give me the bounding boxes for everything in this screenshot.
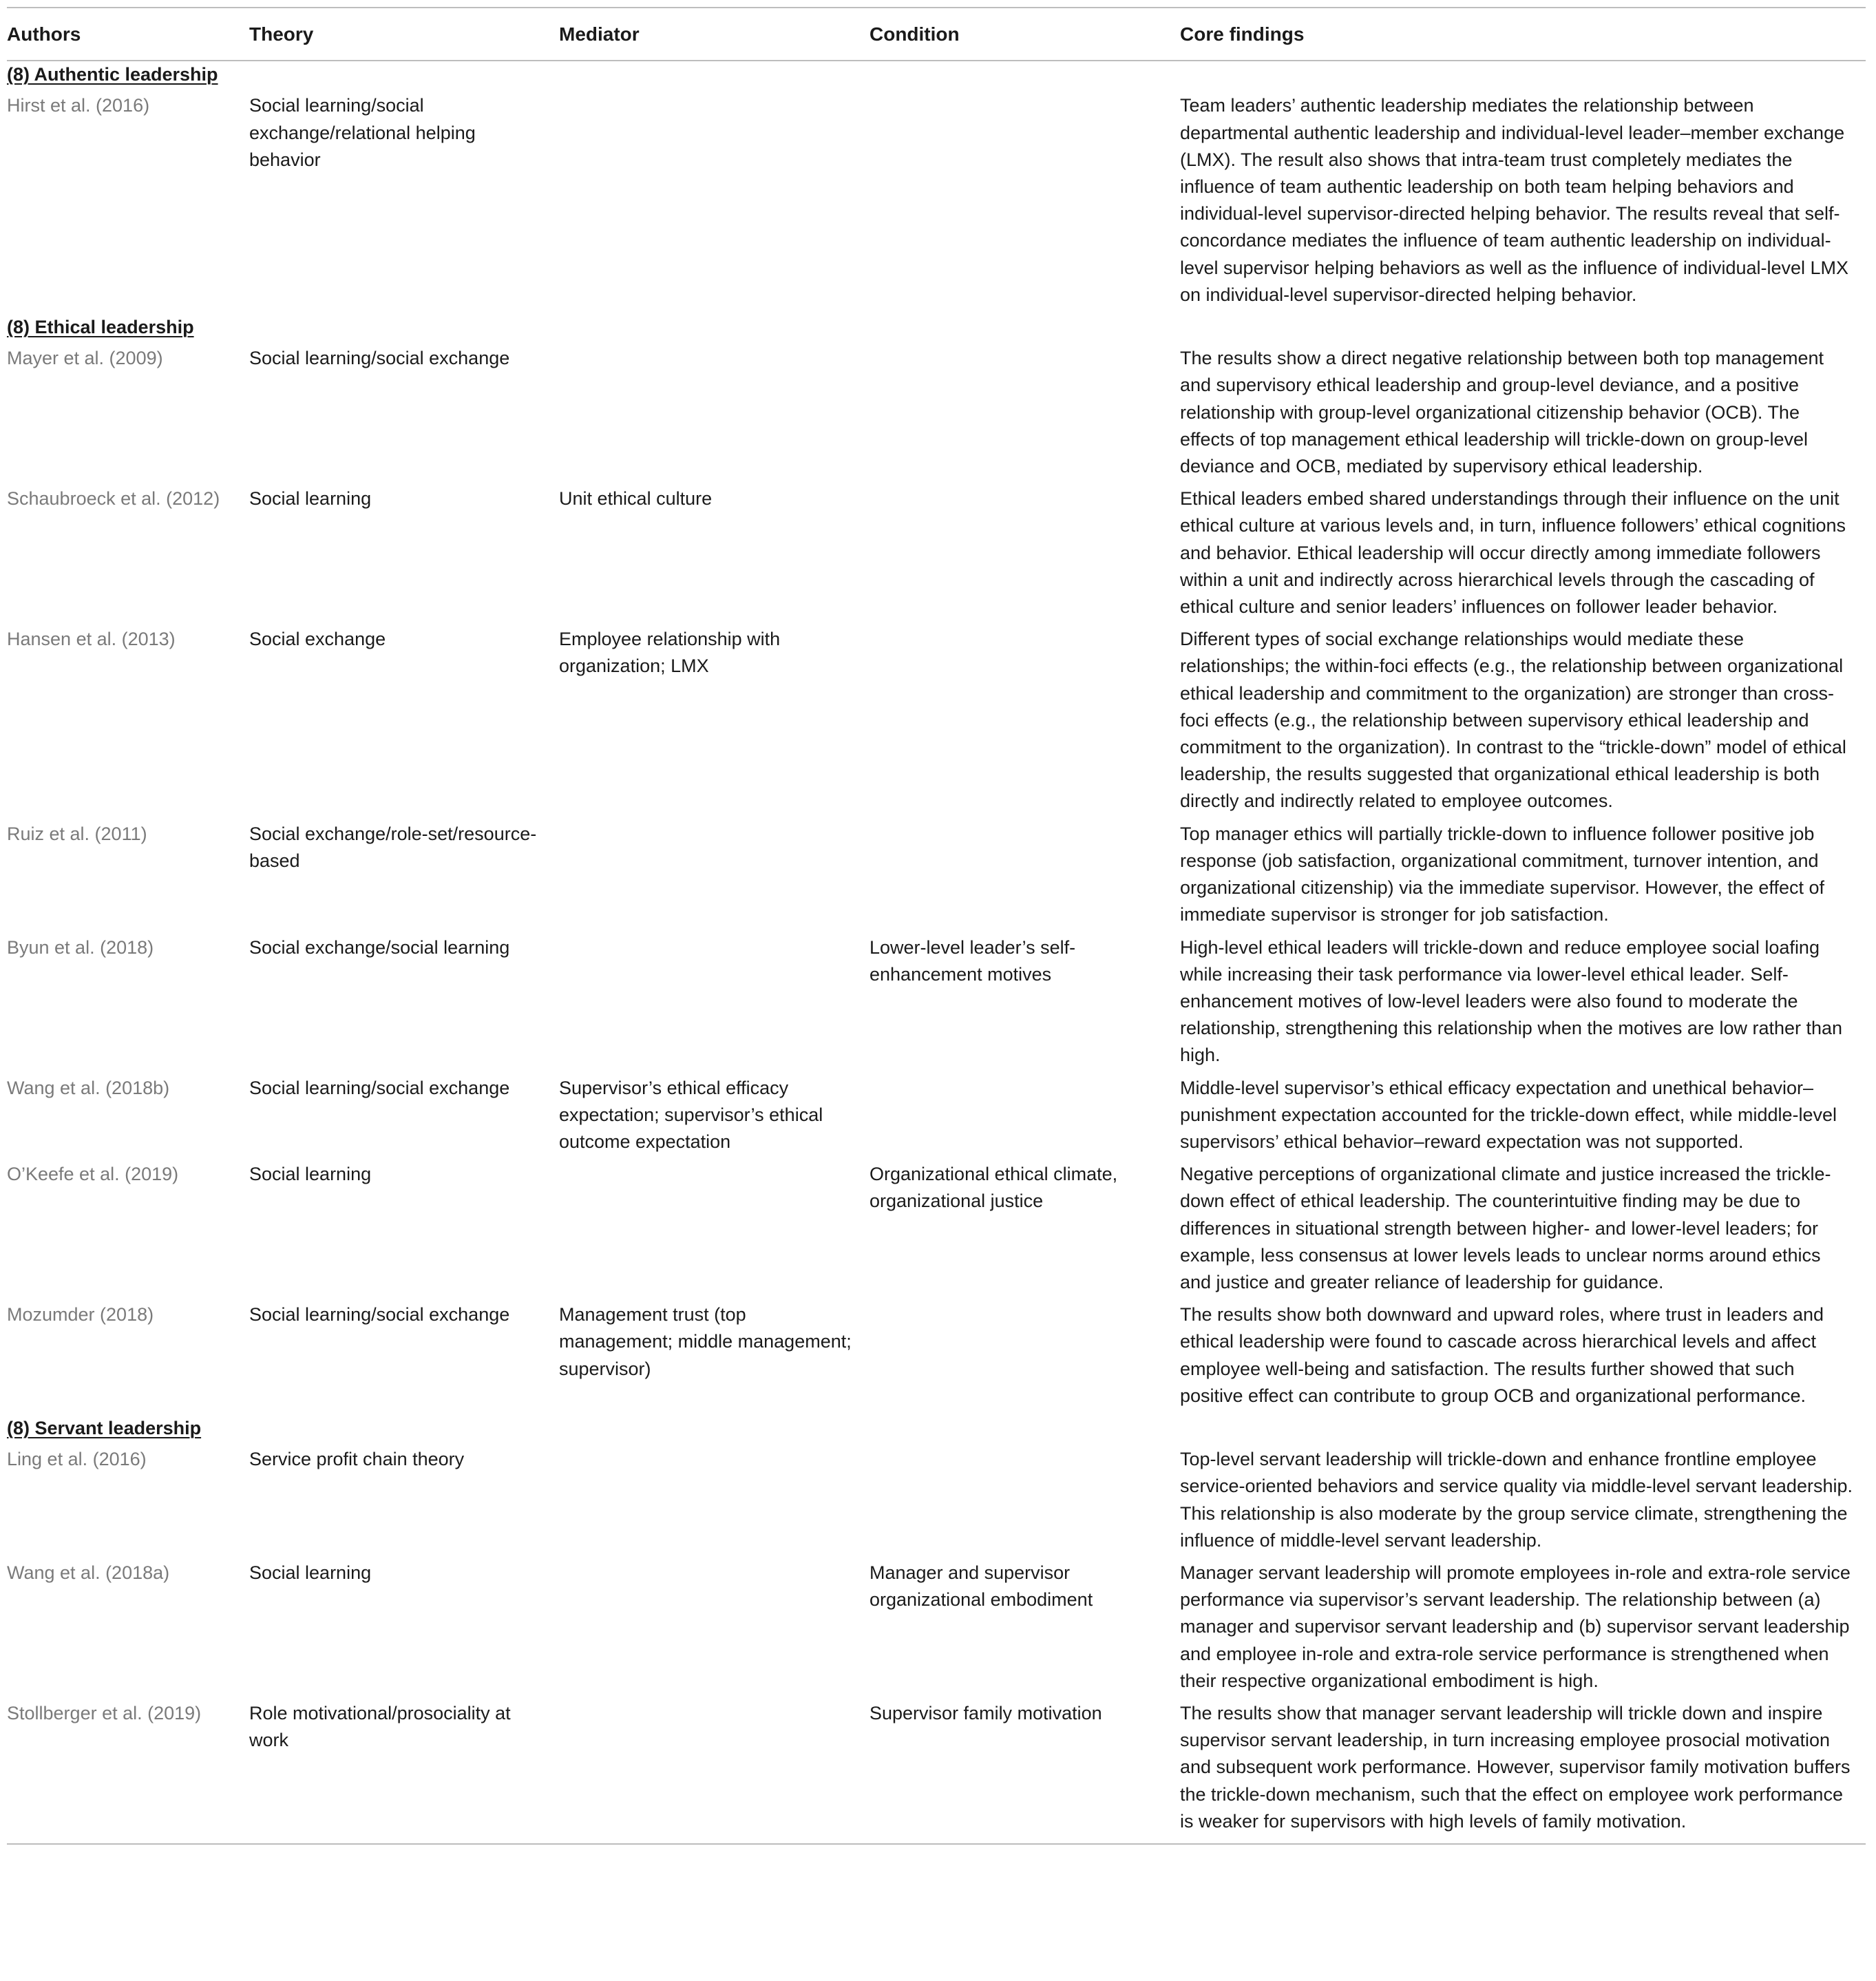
mediator-cell: [559, 1446, 870, 1560]
authors-cell: O’Keefe et al. (2019): [7, 1164, 179, 1185]
authors-cell: Wang et al. (2018a): [7, 1562, 170, 1583]
header-mediator: Mediator: [559, 8, 870, 61]
theory-cell: Role motivational/prosociality at work: [249, 1700, 559, 1844]
header-core-findings: Core findings: [1180, 8, 1866, 61]
header-theory: Theory: [249, 8, 559, 61]
theory-cell: Service profit chain theory: [249, 1449, 465, 1470]
core-findings-cell: Ethical leaders embed shared understandings through their influence on the unit ethical culture at various levels and, in turn, influence followers’ ethical cognitions and behavior. Ethical leadership will occur directly among immediate followers within a unit and indirectly across hierarchical levels through the cascading of ethical culture and senior leaders’ influences on follower leader behavior.: [1180, 488, 1846, 618]
condition-cell: [870, 1075, 1180, 1162]
core-findings-cell: The results show both downward and upward roles, where trust in leaders and ethical leadership were found to cascade across hierarchical levels and affect employee well-being and satisfaction. The results further showed that such positive effect can contribute to group OCB and organizational performance.: [1180, 1304, 1824, 1406]
theory-cell: Social learning/social exchange: [249, 1304, 510, 1325]
core-findings-cell: Top manager ethics will partially trickle-down to influence follower positive job response (job satisfaction, organizational commitment, turnover intention, and organizational citizenship) via the immediate supervisor. However, the effect of immediate supervisor is stronger for job satisfaction.: [1180, 823, 1824, 925]
header-row: [7, 8, 1866, 61]
theory-cell: Social exchange/social learning: [249, 936, 510, 958]
condition-cell: [870, 485, 1180, 626]
condition-cell: [870, 92, 1180, 314]
table-row: [7, 1161, 1866, 1301]
section-heading: (8) Servant leadership: [7, 1417, 202, 1438]
condition-cell: [870, 1301, 1180, 1415]
group-row: [7, 61, 1866, 92]
authors-cell: Byun et al. (2018): [7, 936, 154, 958]
condition-cell: Supervisor family motivation: [870, 1700, 1180, 1844]
core-findings-cell: Negative perceptions of organizational climate and justice increased the trickle-down effect of ethical leadership. The counterintuitive finding may be due to differences in situational strength between higher- and lower-level leaders; for example, less consensus at lower levels leads to unclear norms around ethics and justice and greater reliance of leadership for guidance.: [1180, 1164, 1831, 1292]
condition-cell: [870, 345, 1180, 485]
authors-cell: Schaubroeck et al. (2012): [7, 488, 220, 510]
authors-cell: Hansen et al. (2013): [7, 629, 176, 650]
theory-cell: Social learning/social exchange/relational helping behavior: [249, 95, 476, 170]
authors-cell: Ruiz et al. (2011): [7, 823, 147, 844]
core-findings-cell: Top-level servant leadership will trickle-down and enhance frontline employee service-oriented behaviors and service quality via middle-level servant leadership. This relationship is also moderate by the group service climate, strengthening the influence of middle-level servant leadership.: [1180, 1449, 1853, 1551]
table-row: [7, 345, 1866, 485]
table-row: [7, 626, 1866, 820]
mediator-cell: [559, 92, 870, 314]
authors-cell: Ling et al. (2016): [7, 1449, 147, 1470]
condition-cell: [870, 1446, 1180, 1560]
theory-cell: Social exchange/role-set/resource-based: [249, 823, 537, 871]
condition-cell: Organizational ethical climate, organizational justice: [870, 1164, 1118, 1212]
theory-cell: Social learning: [249, 1562, 372, 1583]
core-findings-cell: Manager servant leadership will promote employees in-role and extra-role service performance via supervisor’s servant leadership. The relationship between (a) manager and supervisor servant leadership and (b) supervisor servant leadership and employee in-role and extra-role service performance is strengthened when their respective organizational embodiment is high.: [1180, 1562, 1851, 1691]
table-row: [7, 1075, 1866, 1162]
section-heading: (8) Ethical leadership: [7, 317, 194, 338]
authors-cell: Mozumder (2018): [7, 1304, 154, 1325]
authors-cell: Wang et al. (2018b): [7, 1077, 170, 1098]
mediator-cell: [559, 1560, 870, 1700]
mediator-cell: [559, 821, 870, 934]
header-authors: Authors: [7, 8, 249, 61]
section-heading: (8) Authentic leadership: [7, 64, 218, 85]
mediator-cell: [559, 934, 870, 1075]
table-header: [7, 8, 1866, 61]
condition-cell: Manager and supervisor organizational embodiment: [870, 1562, 1093, 1611]
condition-cell: Lower-level leader’s self-enhancement motives: [870, 936, 1076, 985]
authors-cell: Hirst et al. (2016): [7, 95, 150, 116]
core-findings-cell: The results show that manager servant leadership will trickle down and inspire supervisor servant leadership, in turn increasing employee prosocial motivation and subsequent work performance. However, supervisor family motivation buffers the trickle-down mechanism, such that the effect on employee work performance is weaker for supervisors with high levels of family motivation.: [1180, 1700, 1866, 1844]
table-body: [7, 61, 1866, 1844]
table-row: [7, 92, 1866, 314]
table-row: [7, 1560, 1866, 1700]
table-row: [7, 1301, 1866, 1415]
mediator-cell: Supervisor’s ethical efficacy expectation; supervisor’s ethical outcome expectation: [559, 1077, 823, 1152]
mediator-cell: [559, 1161, 870, 1301]
table-row: [7, 1446, 1866, 1560]
table-row: [7, 821, 1866, 934]
theory-cell: Social learning/social exchange: [249, 348, 510, 369]
header-condition: Condition: [870, 8, 1180, 61]
theory-cell: Social learning: [249, 1164, 372, 1185]
authors-cell: Stollberger et al. (2019): [7, 1700, 249, 1844]
table-row: [7, 485, 1866, 626]
table-row: [7, 1700, 1866, 1844]
theory-cell: Social learning: [249, 488, 372, 510]
theory-cell: Social learning/social exchange: [249, 1077, 510, 1098]
mediator-cell: Employee relationship with organization; LMX: [559, 629, 781, 677]
group-row: [7, 1415, 1866, 1446]
table-row: [7, 934, 1866, 1075]
condition-cell: [870, 821, 1180, 934]
condition-cell: [870, 626, 1180, 820]
mediator-cell: [559, 1700, 870, 1844]
core-findings-cell: Different types of social exchange relationships would mediate these relationships; the within-foci effects (e.g., the relationship between organizational ethical leadership and commitment to the organization) are stronger than cross-foci effects (e.g., the relationship between supervisory ethical leadership and commitment to the organization). In contrast to the “trickle-down” model of ethical leadership, the results suggested that organizational ethical leadership is both directly and indirectly related to employee outcomes.: [1180, 629, 1846, 812]
group-row: [7, 314, 1866, 345]
core-findings-cell: Middle-level supervisor’s ethical efficacy expectation and unethical behavior–punishment expectation accounted for the trickle-down effect, while middle-level supervisors’ ethical behavior–reward expectation was not supported.: [1180, 1077, 1837, 1152]
core-findings-cell: High-level ethical leaders will trickle-down and reduce employee social loafing while increasing their task performance via lower-level ethical leader. Self-enhancement motives of low-level leaders were also found to moderate the relationship, strengthening this relationship when the motives are low rather than high.: [1180, 936, 1843, 1066]
theory-cell: Social exchange: [249, 629, 386, 650]
literature-table: [7, 7, 1866, 1845]
mediator-cell: [559, 345, 870, 485]
mediator-cell: Management trust (top management; middle management; supervisor): [559, 1304, 852, 1379]
core-findings-cell: The results show a direct negative relationship between both top management and supervisory ethical leadership and group-level deviance, and a positive relationship with group-level organizational citizenship behavior (OCB). The effects of top management ethical leadership will trickle-down on group-level deviance and OCB, mediated by supervisory ethical leadership.: [1180, 348, 1824, 477]
mediator-cell: Unit ethical culture: [559, 488, 713, 510]
core-findings-cell: Team leaders’ authentic leadership mediates the relationship between departmental authentic leadership and individual-level leader–member exchange (LMX). The result also shows that intra-team trust completely mediates the influence of team authentic leadership on both team helping behaviors and individual-level supervisor-directed helping behavior. The results reveal that self-concordance mediates the influence of team authentic leadership on individual-level supervisor helping behaviors as well as the influence of individual-level LMX on individual-level supervisor-directed helping behavior.: [1180, 95, 1849, 305]
authors-cell: Mayer et al. (2009): [7, 348, 163, 369]
